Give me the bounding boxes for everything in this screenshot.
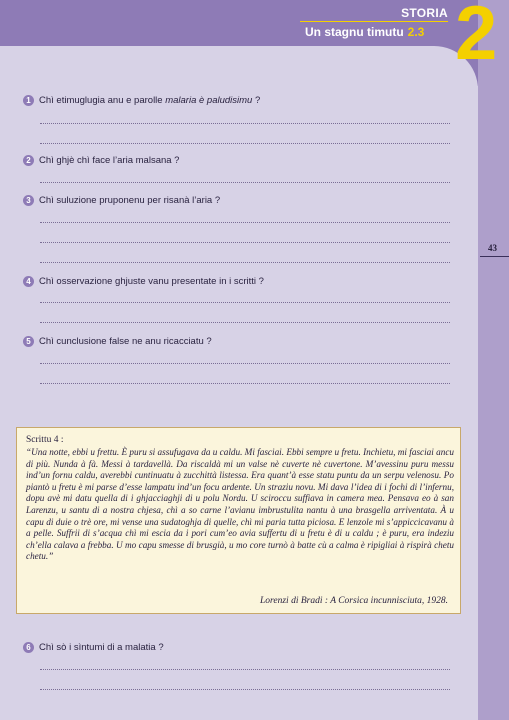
answer-line[interactable]	[40, 262, 450, 263]
question-text: Chì osservazione ghjuste vanu presentate in i scritti ?	[39, 276, 264, 287]
answer-line[interactable]	[40, 383, 450, 384]
lesson-title: Un stagnu timutu	[305, 25, 404, 39]
page-number: 43	[488, 243, 497, 253]
topic-title: STORIA	[401, 6, 448, 20]
lesson-number: 2.3	[407, 25, 425, 39]
answer-line[interactable]	[40, 143, 450, 144]
question-5	[23, 336, 212, 347]
answer-line[interactable]	[40, 222, 450, 223]
answer-line[interactable]	[40, 242, 450, 243]
answer-line[interactable]	[40, 689, 450, 690]
question-text: Chì cunclusione false ne anu ricacciatu ?	[39, 336, 212, 347]
question-1	[23, 95, 260, 106]
chapter-number: 2	[455, 0, 498, 76]
source-title: Scrittu 4 :	[26, 435, 64, 445]
answer-line[interactable]	[40, 182, 450, 183]
question-number-badge: 2	[23, 155, 34, 166]
question-2	[23, 155, 179, 166]
right-margin-strip	[478, 0, 509, 720]
answer-line[interactable]	[40, 123, 450, 124]
question-number-badge: 3	[23, 195, 34, 206]
question-text: Chì ghjè chì face l’aria malsana ?	[39, 155, 180, 166]
question-4	[23, 276, 264, 287]
source-citation: Lorenzi di Bradi : A Corsica incunnisciuta, 1928.	[260, 596, 448, 606]
header-rule	[300, 21, 448, 22]
answer-line[interactable]	[40, 363, 450, 364]
page-number-rule	[480, 256, 509, 257]
answer-line[interactable]	[40, 669, 450, 670]
question-number-badge: 4	[23, 276, 34, 287]
lesson-subtitle	[305, 25, 424, 39]
source-body: “Una notte, ebbi u frettu. È puru si assufugava da u caldu. Mi fasciai. Ebbi sempre u fretu. Inchietu, mi fasciai ancu di più. Nunda à fà. Messi à tardavellà. Da riscaldà mi un valse nè cuverte nè cuvertone. M’avessinu puru messu ind’un fornu caldu, averebbi cuntinuatu à zucchittà listessa. Era quant’à esse statu puntu da un serpu velenosu. Po piantò u fretu è mi parse d’esse lampatu ind’un focu ardente. Un straziu novu. Mi dava l’idea di i fochi di l’infernu, dopu avè mi datu quella di i ghjacciaghji di u polu Nordu. U sciroccu suffiava in camera mea. Pensava eo à san Larenzu, u santu di a nostra chjesa, chì a so carne l’avianu imbrustulita nantu à una brasgella arriventata. À u capu di duie o trè ore, mi vense una sudatoghja di quelle, chì mi paria tutta piciosa. E lenzole mi s’appiccicavanu à a pelle. Suffrii di s’acqua chì mi escia da i pori cum’eo avia suffertu di u fretu è di u caldu ; è puru, era indeziu ch’ella calava a frebba. U mo capu smesse di brusgià, u mo core turnò à batte cù a calma è ripigliai à rispirà chetu chetu.”	[26, 447, 454, 562]
question-number-badge: 5	[23, 336, 34, 347]
question-number-badge: 1	[23, 95, 34, 106]
question-text: Chì etimuglugia anu e parolle malaria è paludisimu ?	[39, 95, 261, 106]
question-text: Chì suluzione pruponenu per risanà l’aria ?	[39, 195, 221, 206]
question-6	[23, 642, 164, 653]
answer-line[interactable]	[40, 322, 450, 323]
source-text-box	[16, 427, 461, 614]
question-number-badge: 6	[23, 642, 34, 653]
question-text: Chì sò i sìntumi di a malatia ?	[39, 642, 164, 653]
question-3	[23, 195, 220, 206]
answer-line[interactable]	[40, 302, 450, 303]
